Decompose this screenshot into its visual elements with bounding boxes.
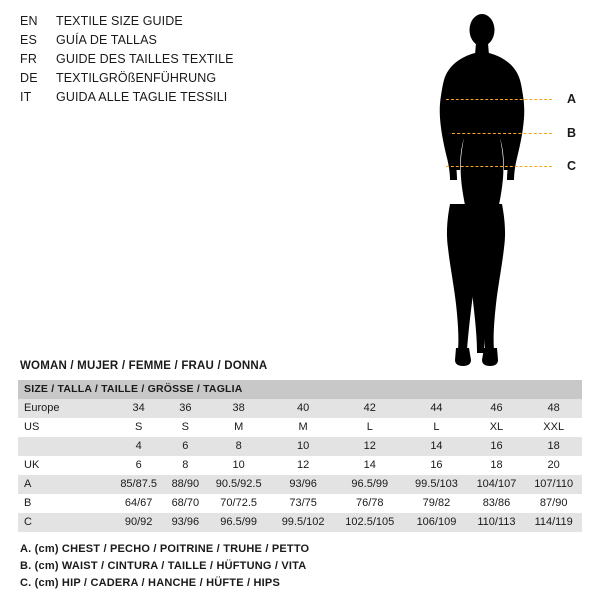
language-row (20, 71, 350, 90)
language-code: FR (20, 52, 38, 66)
cell: 88/90 (165, 475, 205, 494)
table-row (18, 418, 582, 437)
cell: 40 (272, 399, 334, 418)
cell: 99.5/102 (272, 513, 334, 532)
footnote-c: C. (cm) HIP / CADERA / HANCHE / HÜFTE / HIPS (20, 577, 280, 589)
cell: 8 (165, 456, 205, 475)
cell: 93/96 (272, 475, 334, 494)
cell: S (165, 418, 205, 437)
language-code: EN (20, 14, 38, 28)
cell: 64/67 (112, 494, 165, 513)
cell: 42 (334, 399, 405, 418)
cell: 48 (525, 399, 582, 418)
language-title-list (20, 14, 350, 109)
measure-line-a (446, 99, 552, 100)
table-row (18, 399, 582, 418)
row-label: US (18, 418, 112, 437)
cell: S (112, 418, 165, 437)
cell: XXL (525, 418, 582, 437)
language-row (20, 90, 350, 109)
table-row (18, 513, 582, 532)
language-title: TEXTILGRÖßENFÜHRUNG (56, 71, 217, 85)
cell: L (334, 418, 405, 437)
row-label: A (18, 475, 112, 494)
cell: 106/109 (405, 513, 467, 532)
measure-label-b: B (567, 126, 577, 140)
cell: 68/70 (165, 494, 205, 513)
cell: 73/75 (272, 494, 334, 513)
cell: 12 (272, 456, 334, 475)
cell: 87/90 (525, 494, 582, 513)
cell: 6 (112, 456, 165, 475)
measure-line-b (452, 133, 552, 134)
table-row (18, 494, 582, 513)
language-title: TEXTILE SIZE GUIDE (56, 14, 183, 28)
cell: 34 (112, 399, 165, 418)
language-title: GUIDE DES TAILLES TEXTILE (56, 52, 234, 66)
cell: M (272, 418, 334, 437)
row-label: UK (18, 456, 112, 475)
group-heading: WOMAN / MUJER / FEMME / FRAU / DONNA (20, 360, 268, 372)
figure-area (390, 8, 590, 378)
cell: 79/82 (405, 494, 467, 513)
footnote-b: B. (cm) WAIST / CINTURA / TAILLE / HÜFTUNG / VITA (20, 560, 307, 572)
table-header-label: SIZE / TALLA / TAILLE / GRÖSSE / TAGLIA (24, 383, 243, 395)
cell: 104/107 (468, 475, 526, 494)
cell: L (405, 418, 467, 437)
cell: 18 (468, 456, 526, 475)
cell: XL (468, 418, 526, 437)
language-row (20, 14, 350, 33)
row-label: B (18, 494, 112, 513)
measure-label-a: A (567, 92, 577, 106)
cell: 4 (112, 437, 165, 456)
measure-label-c: C (567, 159, 577, 173)
cell: 114/119 (525, 513, 582, 532)
cell: 46 (468, 399, 526, 418)
cell: 76/78 (334, 494, 405, 513)
row-label: Europe (18, 399, 112, 418)
cell: 16 (405, 456, 467, 475)
cell: 83/86 (468, 494, 526, 513)
language-code: IT (20, 90, 32, 104)
size-table (18, 380, 582, 532)
cell: M (205, 418, 272, 437)
cell: 36 (165, 399, 205, 418)
cell: 70/72.5 (205, 494, 272, 513)
measure-line-c (446, 166, 552, 167)
cell: 99.5/103 (405, 475, 467, 494)
footnote-list (20, 541, 580, 592)
cell: 6 (165, 437, 205, 456)
language-code: DE (20, 71, 38, 85)
language-row (20, 33, 350, 52)
cell: 16 (468, 437, 526, 456)
cell: 10 (205, 456, 272, 475)
cell: 8 (205, 437, 272, 456)
cell: 44 (405, 399, 467, 418)
cell: 38 (205, 399, 272, 418)
cell: 107/110 (525, 475, 582, 494)
cell: 90/92 (112, 513, 165, 532)
cell: 14 (405, 437, 467, 456)
language-title: GUÍA DE TALLAS (56, 33, 157, 47)
cell: 96.5/99 (205, 513, 272, 532)
cell: 18 (525, 437, 582, 456)
table-row (18, 456, 582, 475)
table-row (18, 437, 582, 456)
language-code: ES (20, 33, 38, 47)
female-silhouette-icon (390, 8, 590, 378)
row-label (18, 437, 112, 456)
row-label: C (18, 513, 112, 532)
language-title: GUIDA ALLE TAGLIE TESSILI (56, 90, 228, 104)
cell: 10 (272, 437, 334, 456)
cell: 93/96 (165, 513, 205, 532)
table-header-row (18, 380, 582, 399)
cell: 90.5/92.5 (205, 475, 272, 494)
table-row (18, 475, 582, 494)
cell: 20 (525, 456, 582, 475)
cell: 102.5/105 (334, 513, 405, 532)
cell: 85/87.5 (112, 475, 165, 494)
cell: 12 (334, 437, 405, 456)
cell: 110/113 (468, 513, 526, 532)
cell: 96.5/99 (334, 475, 405, 494)
language-row (20, 52, 350, 71)
footnote-a: A. (cm) CHEST / PECHO / POITRINE / TRUHE / PETTO (20, 543, 310, 555)
cell: 14 (334, 456, 405, 475)
